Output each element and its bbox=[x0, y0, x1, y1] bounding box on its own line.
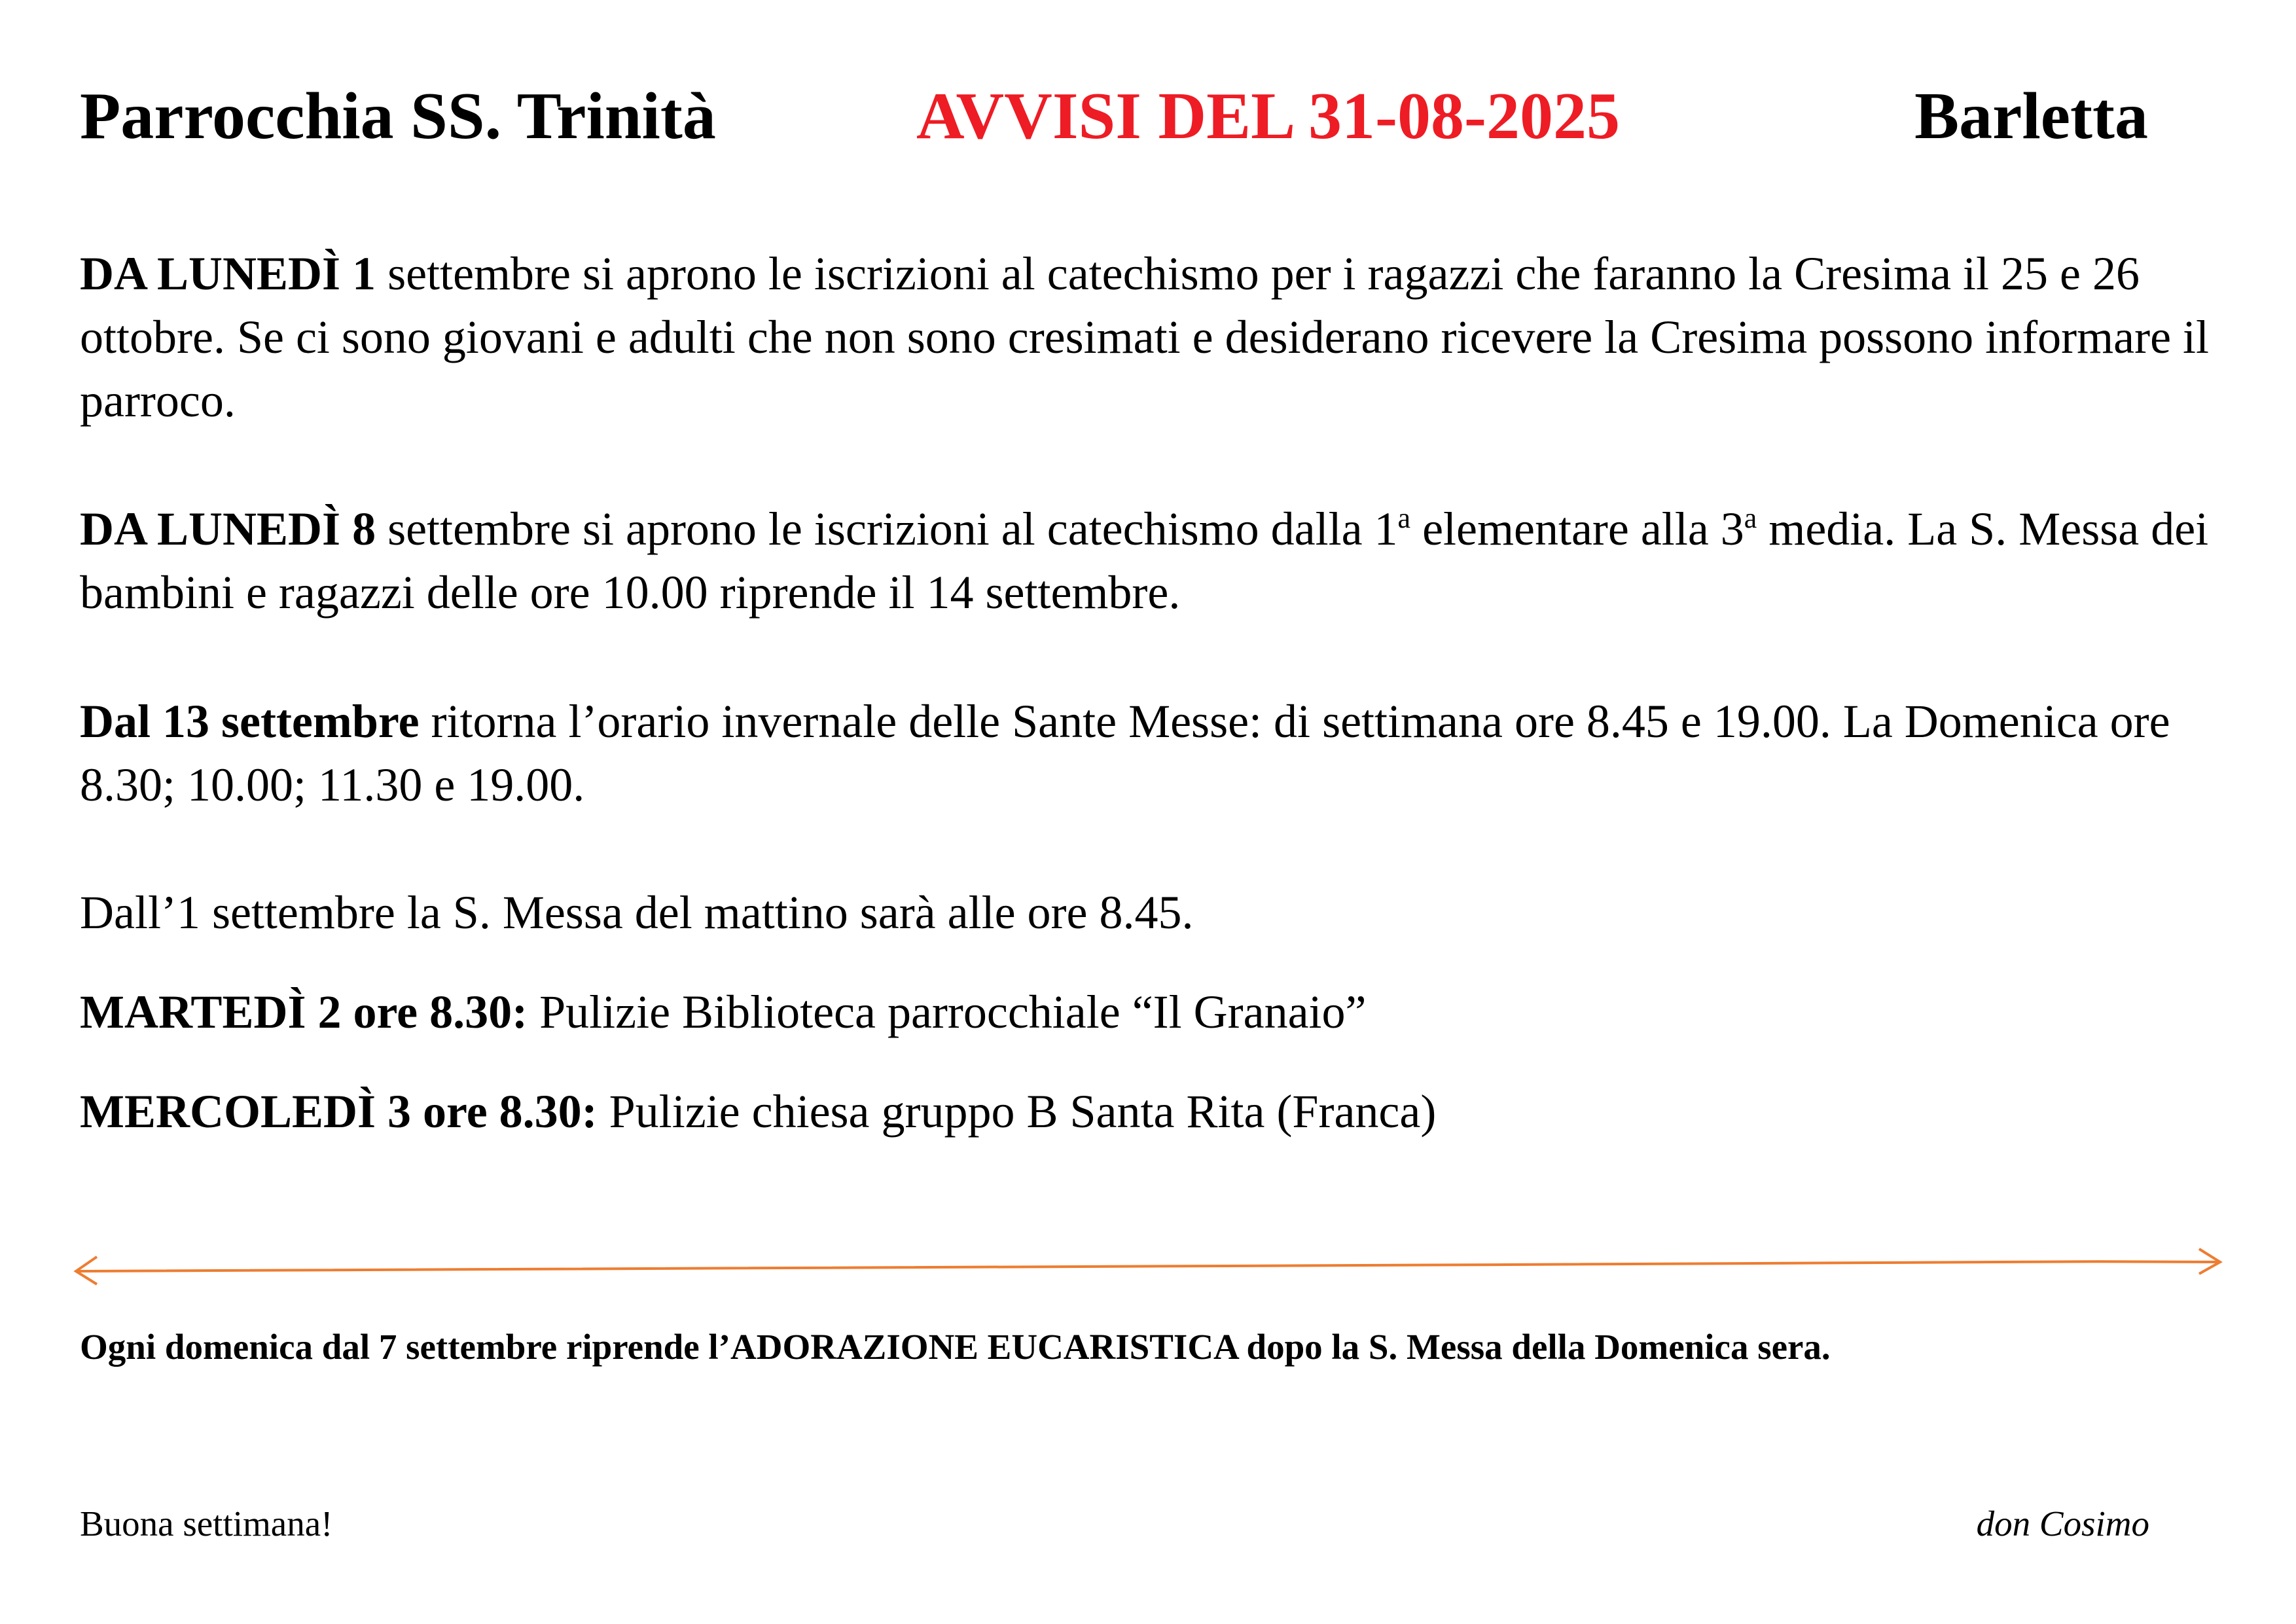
notice-text: settembre si aprono le iscrizioni al catechismo dalla 1 bbox=[376, 503, 1398, 555]
notice-text: elementare alla 3 bbox=[1410, 503, 1744, 555]
notice-text: Dall’1 settembre la S. Messa del mattino sarà alle ore 8.45. bbox=[80, 886, 1194, 939]
notice-title: AVVISI DEL 31-08-2025 bbox=[916, 79, 1620, 153]
notice-lead: DA LUNEDÌ 8 bbox=[80, 503, 376, 555]
notice-confirmation-enrollment bbox=[80, 242, 2227, 433]
city-name: Barletta bbox=[1914, 79, 2148, 153]
notice-text: ritorna l’orario invernale delle Sante Messe: di settimana ore 8.45 e 19.00. La Domenica ore 8.30; 10.00; 11.30 e 19.00. bbox=[80, 695, 2170, 811]
notice-winter-schedule bbox=[80, 690, 2227, 817]
notice-lead: DA LUNEDÌ 1 bbox=[80, 247, 376, 300]
notice-church-cleaning bbox=[80, 1080, 2227, 1144]
notice-text: Pulizie Biblioteca parrocchiale “Il Granaio” bbox=[528, 986, 1367, 1038]
arrow-line bbox=[76, 1261, 2220, 1271]
notice-text: settembre si aprono le iscrizioni al catechismo per i ragazzi che faranno la Cresima il 25 e 26 ottobre. Se ci sono giovani e adulti che non sono cresimati e desiderano ricevere la Cresima possono informare il parroco. bbox=[80, 247, 2210, 427]
notice-lead: Dal 13 settembre bbox=[80, 695, 420, 748]
signature: don Cosimo bbox=[1976, 1504, 2149, 1543]
parish-name: Parrocchia SS. Trinità bbox=[80, 79, 716, 153]
double-arrow-divider bbox=[68, 1238, 2228, 1291]
notice-catechism-enrollment bbox=[80, 497, 2227, 624]
header bbox=[80, 77, 2148, 156]
notice-morning-mass bbox=[80, 881, 2227, 945]
adoration-notice: Ogni domenica dal 7 settembre riprende l’ADORAZIONE EUCARISTICA dopo la S. Messa della Domenica sera. bbox=[80, 1327, 1831, 1367]
greeting: Buona settimana! bbox=[80, 1504, 333, 1543]
ordinal-suffix: a bbox=[1744, 502, 1757, 534]
notice-text: media. La S. Messa dei bambini e ragazzi delle ore 10.00 riprende il 14 settembre. bbox=[80, 503, 2209, 619]
ordinal-suffix: a bbox=[1397, 502, 1411, 534]
notice-text: Pulizie chiesa gruppo B Santa Rita (Franca) bbox=[597, 1085, 1437, 1138]
notice-lead: MARTEDÌ 2 ore 8.30: bbox=[80, 986, 528, 1038]
notice-library-cleaning bbox=[80, 981, 2227, 1044]
notice-lead: MERCOLEDÌ 3 ore 8.30: bbox=[80, 1085, 598, 1138]
